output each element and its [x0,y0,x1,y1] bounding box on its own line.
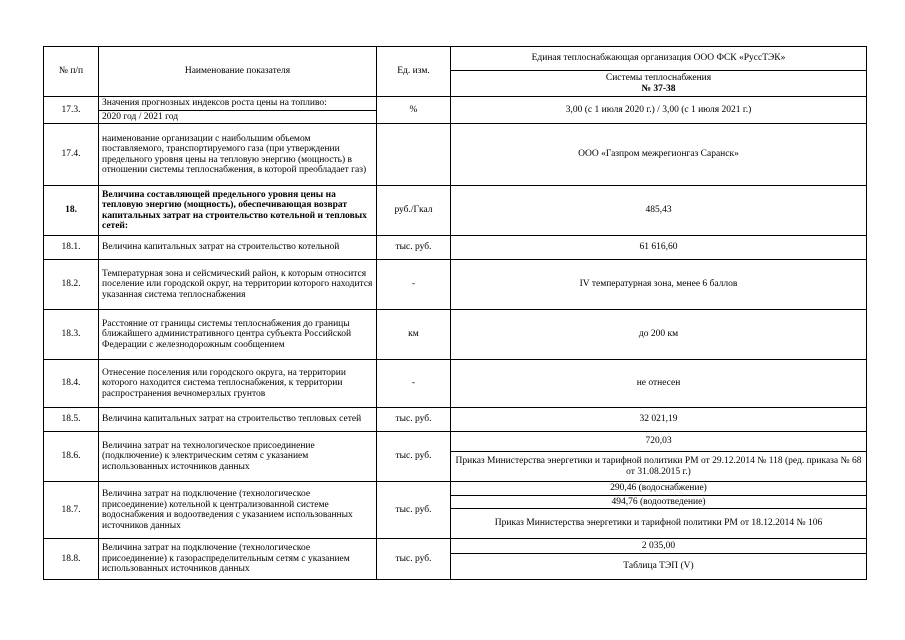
row-value: ООО «Газпром межрегионгаз Саранск» [451,124,867,186]
row-num: 17.4. [44,124,99,186]
indicator-table [43,46,867,580]
row-unit [377,124,451,186]
row-name: Отнесение поселения или городского округа, на территории которого находится система теплоснабжения, к территории распространения вечномерзлых грунтов [99,360,377,408]
row-num: 18.7. [44,482,99,539]
row-unit: % [377,97,451,124]
row-value: 720,03 [451,432,867,452]
row-name: наименование организации с наибольшим объемом поставляемого, транспортируемого газа (при утверждении предельного уровня цены на тепловую энергию (мощность) в отношении системы теплоснабжения, в которой преобладает газ) [99,124,377,186]
row-source: Приказ Министерства энергетики и тарифной политики РМ от 29.12.2014 № 118 (ред. приказа № 68 от 31.08.2015 г.) [451,452,867,482]
row-unit: тыс. руб. [377,236,451,260]
row-source: Приказ Министерства энергетики и тарифной политики РМ от 18.12.2014 № 106 [451,509,867,539]
row-num: 18.1. [44,236,99,260]
row-unit: - [377,360,451,408]
row-num: 18.8. [44,539,99,580]
row-value: 2 035,00 [451,539,867,554]
row-name: Величина затрат на подключение (технологическое присоединение) к газораспределительным сетям с указанием использованных источников данных [99,539,377,580]
row-value-sewage: 494,76 (водоотведение) [451,495,867,509]
row-num: 18.2. [44,260,99,310]
row-name: Величина капитальных затрат на строительство котельной [99,236,377,260]
header-unit: Ед. изм. [377,47,451,97]
row-unit: - [377,260,451,310]
row-value: не отнесен [451,360,867,408]
row-name: Значения прогнозных индексов роста цены на топливо: [99,97,377,111]
row-value: 61 616,60 [451,236,867,260]
row-value-water: 290,46 (водоснабжение) [451,482,867,496]
row-value: 32 021,19 [451,408,867,432]
row-num: 18.5. [44,408,99,432]
header-systems [451,71,867,97]
row-unit: тыс. руб. [377,482,451,539]
row-name: Величина составляющей предельного уровня цены на тепловую энергию (мощность), обеспечивающая возврат капитальных затрат на строительство котельной и тепловых сетей: [99,186,377,236]
row-unit: тыс. руб. [377,432,451,482]
header-org: Единая теплоснабжающая организация ООО ФСК «РуссТЭК» [451,47,867,71]
row-num: 17.3. [44,97,99,124]
row-num: 18.3. [44,310,99,360]
row-name-sub: 2020 год / 2021 год [99,110,377,124]
row-name: Величина капитальных затрат на строительство тепловых сетей [99,408,377,432]
header-systems-label: Системы теплоснабжения [605,73,712,83]
row-source: Таблица ТЭП (V) [451,554,867,580]
row-value: до 200 км [451,310,867,360]
row-value: 3,00 (с 1 июля 2020 г.) / 3,00 (с 1 июля 2021 г.) [451,97,867,124]
row-unit: тыс. руб. [377,408,451,432]
row-value: 485,43 [451,186,867,236]
row-value: IV температурная зона, менее 6 баллов [451,260,867,310]
row-name: Величина затрат на подключение (технологическое присоединение) котельной к централизованной системе водоснабжения и водоотведения с указанием использованных источников данных [99,482,377,539]
row-num: 18.6. [44,432,99,482]
row-unit: тыс. руб. [377,539,451,580]
row-num: 18. [44,186,99,236]
row-unit: км [377,310,451,360]
row-name: Величина затрат на технологическое присоединение (подключение) к электрическим сетям с указанием использованных источников данных [99,432,377,482]
header-systems-number: № 37-38 [641,83,676,94]
row-name: Температурная зона и сейсмический район, к которым относится поселение или городской округ, на территории которого находится указанная система теплоснабжения [99,260,377,310]
row-name: Расстояние от границы системы теплоснабжения до границы ближайшего административного центра субъекта Российской Федерации с железнодорожным сообщением [99,310,377,360]
row-num: 18.4. [44,360,99,408]
header-name: Наименование показателя [99,47,377,97]
row-unit: руб./Гкал [377,186,451,236]
header-num: № п/п [44,47,99,97]
